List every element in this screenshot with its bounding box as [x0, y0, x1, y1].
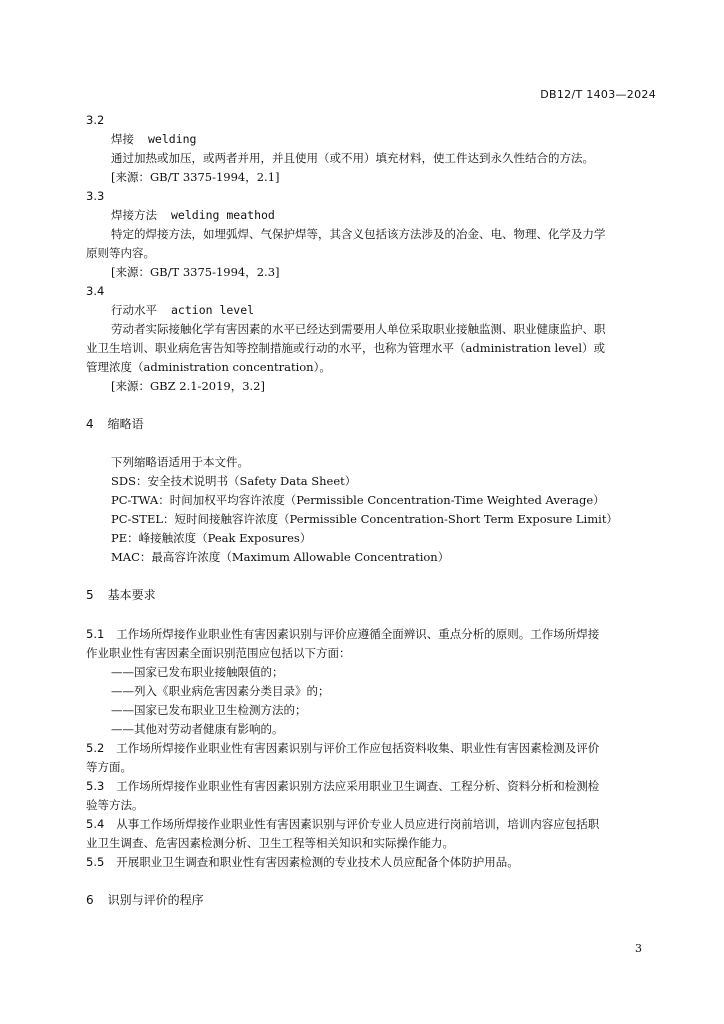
definition-text: 劳动者实际接触化学有害因素的水平已经达到需要用人单位采取职业接触监测、职业健康监护、职: [111, 322, 606, 336]
definition-source: [来源：GB/T 3375-1994，2.1]: [111, 170, 280, 184]
abbreviation-item: PC-TWA：时间加权平均容许浓度（Permissible Concentration-Time Weighted Average）: [111, 493, 605, 507]
clause-text: 作业职业性有害因素全面识别范围应包括以下方面：: [86, 646, 351, 660]
section-number: 5: [86, 588, 94, 602]
standard-code: DB12/T 1403—2024: [540, 88, 656, 101]
dash-item: ——其他对劳动者健康有影响的。: [111, 722, 284, 736]
clause-text: 工作场所焊接作业职业性有害因素识别与评价应遵循全面辨识、重点分析的原则。工作场所焊接: [116, 627, 600, 641]
definition-text: 特定的焊接方法，如埋弧焊、气保护焊等，其含义包括该方法涉及的冶金、电、物理、化学及力学: [111, 227, 606, 241]
section-number: 4: [86, 417, 94, 431]
abbreviation-item: MAC：最高容许浓度（Maximum Allowable Concentration）: [111, 550, 450, 564]
clause-text: 业卫生调查、危害因素检测分析、卫生工程等相关知识和实际操作能力。: [86, 836, 454, 850]
term-cn: 焊接方法: [111, 208, 157, 222]
page-number: 3: [635, 942, 642, 955]
clause-number: 5.1: [86, 627, 105, 641]
term: [111, 207, 275, 223]
definition-text: 通过加热或加压，或两者并用，并且使用（或不用）填充材料，使工件达到永久性结合的方法。: [111, 151, 594, 165]
term-en: action level: [171, 303, 255, 317]
section-heading: [86, 416, 144, 432]
clause-5-1-line: [86, 626, 599, 642]
abbreviation-item: PC-STEL：短时间接触容许浓度（Permissible Concentration-Short Term Exposure Limit）: [111, 512, 618, 526]
clause-5-3-line: [86, 778, 599, 794]
clause-number: 5.5: [86, 855, 105, 869]
clause-text: 工作场所焊接作业职业性有害因素识别与评价工作应包括资料收集、职业性有害因素检测及评价: [116, 741, 600, 755]
term-cn: 行动水平: [111, 303, 157, 317]
clause-5-2-line: [86, 740, 599, 756]
clause-number: 5.2: [86, 741, 105, 755]
term: [111, 131, 196, 147]
section-number: 6: [86, 893, 94, 907]
clause-number: 3.4: [86, 284, 105, 298]
section-title: 识别与评价的程序: [107, 893, 204, 907]
term-en: welding: [148, 132, 197, 146]
dash-item: ——国家已发布职业接触限值的；: [111, 665, 284, 679]
clause-text: 工作场所焊接作业职业性有害因素识别方法应采用职业卫生调查、工程分析、资料分析和检测检: [116, 779, 600, 793]
clause-5-4-line: [86, 816, 599, 832]
clause-text: 从事工作场所焊接作业职业性有害因素识别与评价专业人员应进行岗前培训，培训内容应包括职: [116, 817, 600, 831]
clause-text: 验等方法。: [86, 798, 144, 812]
section-title: 基本要求: [107, 588, 156, 602]
section-title: 缩略语: [107, 417, 144, 431]
clause-number: 3.3: [86, 189, 105, 203]
section-heading: [86, 587, 156, 603]
definition-source: [来源：GB/T 3375-1994，2.3]: [111, 265, 280, 279]
definition-text: 原则等内容。: [86, 246, 155, 260]
clause-5-5-line: [86, 854, 519, 870]
section-intro: 下列缩略语适用于本文件。: [111, 455, 249, 469]
abbreviation-item: SDS：安全技术说明书（Safety Data Sheet）: [111, 474, 357, 488]
definition-source: [来源：GBZ 2.1-2019，3.2]: [111, 379, 265, 393]
clause-number: 3.2: [86, 113, 105, 127]
definition-text: 业卫生培训、职业病危害告知等控制措施或行动的水平，也称为管理水平（administration level）或: [86, 341, 606, 355]
clause-text: 等方面。: [86, 760, 132, 774]
dash-item: ——国家已发布职业卫生检测方法的；: [111, 703, 307, 717]
clause-text: 开展职业卫生调查和职业性有害因素检测的专业技术人员应配备个体防护用品。: [116, 855, 519, 869]
term-en: welding meathod: [171, 208, 275, 222]
clause-number: 5.3: [86, 779, 105, 793]
term-cn: 焊接: [111, 132, 134, 146]
dash-item: ——列入《职业病危害因素分类目录》的；: [111, 684, 330, 698]
definition-text: 管理浓度（administration concentration）。: [86, 360, 331, 374]
section-heading: [86, 892, 204, 908]
term: [111, 302, 254, 318]
abbreviation-item: PE：峰接触浓度（Peak Exposures）: [111, 531, 312, 545]
clause-number: 5.4: [86, 817, 105, 831]
